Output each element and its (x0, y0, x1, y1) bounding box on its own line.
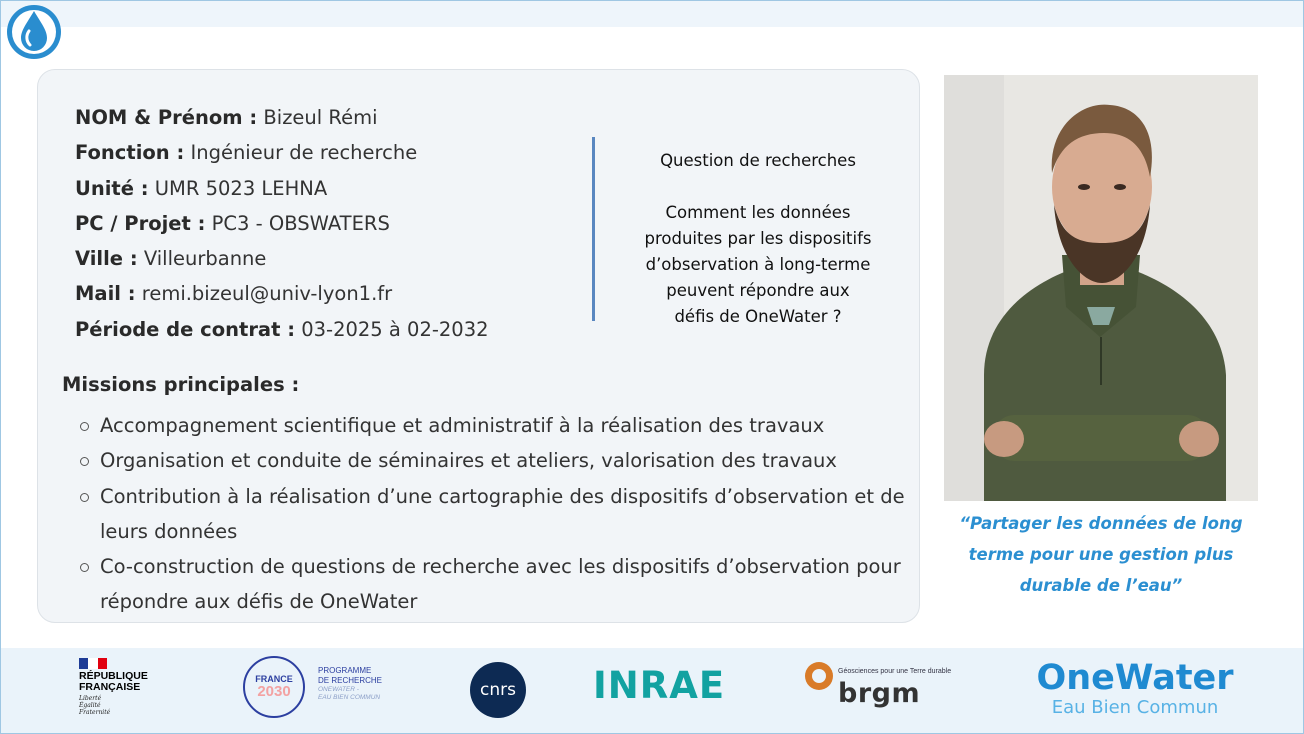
quote-line: “Partager les données de long (959, 514, 1243, 533)
republique-line: RÉPUBLIQUE (79, 670, 148, 682)
eau-bien-commun-sub-line: EAU BIEN COMMUN (318, 694, 381, 701)
brgm-circle-icon (805, 662, 833, 690)
inrae-logo: INRAE (593, 664, 726, 707)
profile-value: Villeurbanne (143, 247, 267, 271)
programme-line: PROGRAMME (318, 666, 372, 675)
profile-value: PC3 - OBSWATERS (211, 211, 390, 235)
profile-info (75, 100, 489, 347)
research-question-line: défis de OneWater ? (674, 307, 842, 326)
research-question-title: Question de recherches (660, 151, 856, 170)
portrait-photo (944, 75, 1258, 501)
motto-line: Liberté (79, 695, 102, 702)
onewater-subtitle: Eau Bien Commun (1051, 697, 1219, 718)
mission-item (80, 549, 910, 620)
research-question-line: d’observation à long-terme (645, 255, 871, 274)
republique-francaise-logo (79, 658, 159, 722)
profile-label: NOM & Prénom : (75, 106, 258, 129)
french-flag-icon (79, 658, 107, 669)
circle-bullet-icon (80, 563, 89, 572)
profile-value: remi.bizeul@univ-lyon1.fr (141, 282, 393, 306)
research-question (622, 148, 894, 330)
francaise-line: FRANÇAISE (79, 681, 141, 693)
profile-value: UMR 5023 LEHNA (154, 176, 328, 200)
profile-label: PC / Projet : (75, 211, 206, 235)
mission-text: Co-construction de questions de recherche avec les dispositifs d’observation pour répondre aux défis de OneWater (100, 555, 901, 614)
research-question-line: peuvent répondre aux (666, 281, 850, 300)
profile-row-function (75, 135, 489, 170)
research-question-line: produites par les dispositifs (644, 229, 872, 248)
motto-line: Égalité (79, 702, 101, 709)
circle-bullet-icon (80, 457, 89, 466)
profile-row-name (75, 100, 489, 135)
profile-value: 03-2025 à 02-2032 (301, 317, 489, 341)
recherche-line: DE RECHERCHE (318, 676, 383, 685)
quote-line: terme pour une gestion plus (968, 545, 1234, 564)
france-2030-ring-top: FRANCE (255, 674, 293, 684)
france-2030-logo (243, 656, 393, 724)
profile-row-mail (75, 276, 489, 311)
profile-row-contract (75, 312, 489, 347)
profile-value: Ingénieur de recherche (190, 141, 418, 165)
profile-row-project (75, 206, 489, 241)
profile-label: Mail : (75, 282, 136, 306)
brgm-tagline: Géosciences pour une Terre durable (838, 668, 952, 675)
france-2030-text (318, 666, 382, 702)
motto (79, 695, 159, 716)
missions-list (80, 408, 910, 620)
circle-bullet-icon (80, 422, 89, 431)
quote-line: durable de l’eau” (1019, 576, 1183, 595)
circle-bullet-icon (80, 493, 89, 502)
profile-label: Unité : (75, 176, 149, 200)
research-question-line: Comment les données (665, 203, 851, 222)
mission-item (80, 408, 910, 443)
onewater-logo (1030, 658, 1240, 722)
portrait-illustration (944, 75, 1258, 501)
mission-text: Accompagnement scientifique et administratif à la réalisation des travaux (100, 414, 825, 437)
motto-line: Fraternité (79, 709, 111, 716)
onewater-sub-line: ONEWATER - (318, 686, 359, 693)
vertical-divider (592, 137, 595, 321)
mission-item (80, 479, 910, 550)
profile-label: Fonction : (75, 141, 185, 165)
france-2030-ring-bottom: 2030 (257, 683, 291, 700)
mission-item (80, 443, 910, 478)
header-band (1, 1, 1303, 27)
mission-text: Contribution à la réalisation d’une cartographie des dispositifs d’observation et de leurs données (100, 484, 905, 543)
mission-text: Organisation et conduite de séminaires et ateliers, valorisation des travaux (100, 449, 837, 473)
profile-row-unit (75, 171, 489, 206)
profile-value: Bizeul Rémi (263, 106, 378, 129)
brgm-wordmark: brgm (838, 678, 921, 709)
france-2030-ring (243, 656, 305, 718)
profile-label: Ville : (75, 247, 138, 271)
missions-title: Missions principales : (62, 373, 300, 396)
water-drop-icon (5, 3, 63, 61)
profile-label: Période de contrat : (75, 317, 296, 341)
profile-row-city (75, 241, 489, 276)
quote-text (944, 508, 1258, 601)
brgm-logo (805, 662, 965, 718)
cnrs-logo: cnrs (470, 662, 526, 718)
onewater-wordmark: OneWater (1036, 658, 1234, 698)
